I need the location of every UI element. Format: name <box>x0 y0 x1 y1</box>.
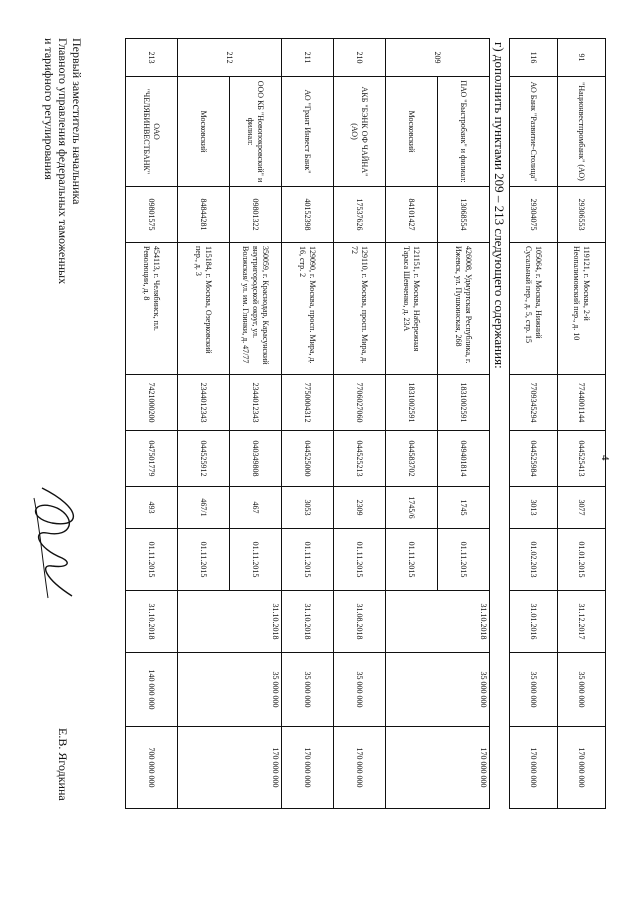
end-date-cell: 31.10.2018 <box>282 591 334 653</box>
table-row <box>558 39 606 809</box>
start-date-cell: 01.11.2015 <box>230 529 282 591</box>
bik-cell: 049401814 <box>438 431 490 487</box>
rotated-content <box>22 38 612 878</box>
amount-2-cell: 170 000 000 <box>510 727 558 809</box>
start-date-cell: 01.11.2015 <box>438 529 490 591</box>
address-cell: 115184, г. Москва, Озерковский пер., д. 3 <box>178 243 230 375</box>
row-number-cell: 212 <box>178 39 282 77</box>
inn-cell: 7750004312 <box>282 375 334 431</box>
inn-cell: 7744001144 <box>558 375 606 431</box>
start-date-cell: 01.11.2015 <box>282 529 334 591</box>
table-row <box>282 39 334 809</box>
okpo-cell: 29304075 <box>510 187 558 243</box>
start-date-cell: 01.01.2015 <box>558 529 606 591</box>
amount-2-cell: 170 000 000 <box>386 727 490 809</box>
table-row <box>510 39 558 809</box>
table-row <box>438 39 490 809</box>
amount-1-cell: 35 000 000 <box>334 653 386 727</box>
row-number-cell: 210 <box>334 39 386 77</box>
signature-block <box>22 38 92 878</box>
bank-name-cell: АО Банк "Развитие-Столица" <box>510 77 558 187</box>
okpo-cell: 09801575 <box>126 187 178 243</box>
amount-1-cell: 35 000 000 <box>178 653 282 727</box>
bik-cell: 047501779 <box>126 431 178 487</box>
start-date-cell: 01.11.2015 <box>126 529 178 591</box>
license-number-cell: 467 <box>230 487 282 529</box>
address-cell: 454113, г. Челябинск, пл. Революции, д. 8 <box>126 243 178 375</box>
address-cell: 129110, г. Москва, просп. Мира, д. 72 <box>334 243 386 375</box>
end-date-cell: 31.01.2016 <box>510 591 558 653</box>
okpo-cell: 17537626 <box>334 187 386 243</box>
inn-cell: 7421000200 <box>126 375 178 431</box>
amount-2-cell: 170 000 000 <box>178 727 282 809</box>
amount-2-cell: 170 000 000 <box>558 727 606 809</box>
license-number-cell: 3077 <box>558 487 606 529</box>
row-number-cell: 116 <box>510 39 558 77</box>
inn-cell: 7706027060 <box>334 375 386 431</box>
okpo-cell: 84101427 <box>386 187 438 243</box>
table-row <box>334 39 386 809</box>
row-number-cell: 211 <box>282 39 334 77</box>
bik-cell: 044525413 <box>558 431 606 487</box>
inn-cell: 1831002591 <box>386 375 438 431</box>
bik-cell: 044525984 <box>510 431 558 487</box>
inn-cell: 7709345294 <box>510 375 558 431</box>
page-number: 4 <box>599 455 611 461</box>
registry-table-continuation <box>509 38 606 809</box>
start-date-cell: 01.11.2015 <box>334 529 386 591</box>
amount-1-cell: 140 000 000 <box>126 653 178 727</box>
okpo-cell: 29306553 <box>558 187 606 243</box>
bank-name-cell: АКБ "БЭНК ОФ ЧАЙНА" (АО) <box>334 77 386 187</box>
license-number-cell: 1745 <box>438 487 490 529</box>
address-cell: 350059, г. Краснодар, Карасунский внутригородской округ, ул. Волжская/ ул. им. Глинки, д. 47/77 <box>230 243 282 375</box>
section-heading: г) дополнить пунктами 209 – 213 следующего содержания: <box>492 42 507 369</box>
license-number-cell: 493 <box>126 487 178 529</box>
bank-name-cell: Московский <box>386 77 438 187</box>
end-date-cell: 31.10.2018 <box>178 591 282 653</box>
bank-name-cell: АО "Грант Инвест Банк" <box>282 77 334 187</box>
end-date-cell: 31.10.2018 <box>126 591 178 653</box>
bik-cell: 044525912 <box>178 431 230 487</box>
address-cell: 105064, г. Москва, Нижний Сусальный пер., д. 5, стр. 15 <box>510 243 558 375</box>
okpo-cell: 09801322 <box>230 187 282 243</box>
amount-2-cell: 700 000 000 <box>126 727 178 809</box>
inn-cell: 1831002591 <box>438 375 490 431</box>
signatory-title: Первый заместитель начальника Главного управления федеральных таможенных и тарифного регулирования <box>42 38 84 285</box>
amount-1-cell: 35 000 000 <box>282 653 334 727</box>
bik-cell: 040349808 <box>230 431 282 487</box>
license-number-cell: 467/1 <box>178 487 230 529</box>
amount-1-cell: 35 000 000 <box>558 653 606 727</box>
start-date-cell: 01.11.2015 <box>178 529 230 591</box>
inn-cell: 2344012343 <box>178 375 230 431</box>
amount-2-cell: 170 000 000 <box>334 727 386 809</box>
inn-cell: 2344012343 <box>230 375 282 431</box>
table-row <box>230 39 282 809</box>
amount-1-cell: 35 000 000 <box>386 653 490 727</box>
bank-name-cell: ОАО "ЧЕЛЯБИНВЕСТБАНК" <box>126 77 178 187</box>
end-date-cell: 31.08.2018 <box>334 591 386 653</box>
bik-cell: 044525000 <box>282 431 334 487</box>
row-number-cell: 209 <box>386 39 490 77</box>
bank-name-cell: Московский <box>178 77 230 187</box>
row-number-cell: 213 <box>126 39 178 77</box>
amount-1-cell: 35 000 000 <box>510 653 558 727</box>
license-number-cell: 2309 <box>334 487 386 529</box>
registry-table-additions <box>125 38 490 809</box>
bank-name-cell: ООО КБ "Новопокровский" и филиал: <box>230 77 282 187</box>
handwritten-signature <box>22 478 92 608</box>
bank-name-cell: ПАО "Быстробанк" и филиал: <box>438 77 490 187</box>
end-date-cell: 31.12.2017 <box>558 591 606 653</box>
okpo-cell: 40152398 <box>282 187 334 243</box>
license-number-cell: 3053 <box>282 487 334 529</box>
okpo-cell: 84844281 <box>178 187 230 243</box>
row-number-cell: 91 <box>558 39 606 77</box>
start-date-cell: 01.11.2015 <box>386 529 438 591</box>
license-number-cell: 1745/6 <box>386 487 438 529</box>
license-number-cell: 3013 <box>510 487 558 529</box>
address-cell: 119121, г. Москва, 2-й Неопалимовский пер., д. 10 <box>558 243 606 375</box>
start-date-cell: 01.02.2013 <box>510 529 558 591</box>
okpo-cell: 13068554 <box>438 187 490 243</box>
address-cell: 426008, Удмуртская Республика, г. Ижевск, ул. Пушкинская, 268 <box>438 243 490 375</box>
bik-cell: 044583702 <box>386 431 438 487</box>
amount-2-cell: 170 000 000 <box>282 727 334 809</box>
bik-cell: 044525213 <box>334 431 386 487</box>
address-cell: 121151, г. Москва, Набережная Тараса Шевченко, д. 23А <box>386 243 438 375</box>
table-row <box>126 39 178 809</box>
bank-name-cell: "Национвестпромбанк" (АО) <box>558 77 606 187</box>
end-date-cell: 31.10.2018 <box>386 591 490 653</box>
address-cell: 129090, г. Москва, просп. Мира, д. 16, стр. 2 <box>282 243 334 375</box>
signatory-name: Е.В. Ягодкина <box>56 728 70 801</box>
